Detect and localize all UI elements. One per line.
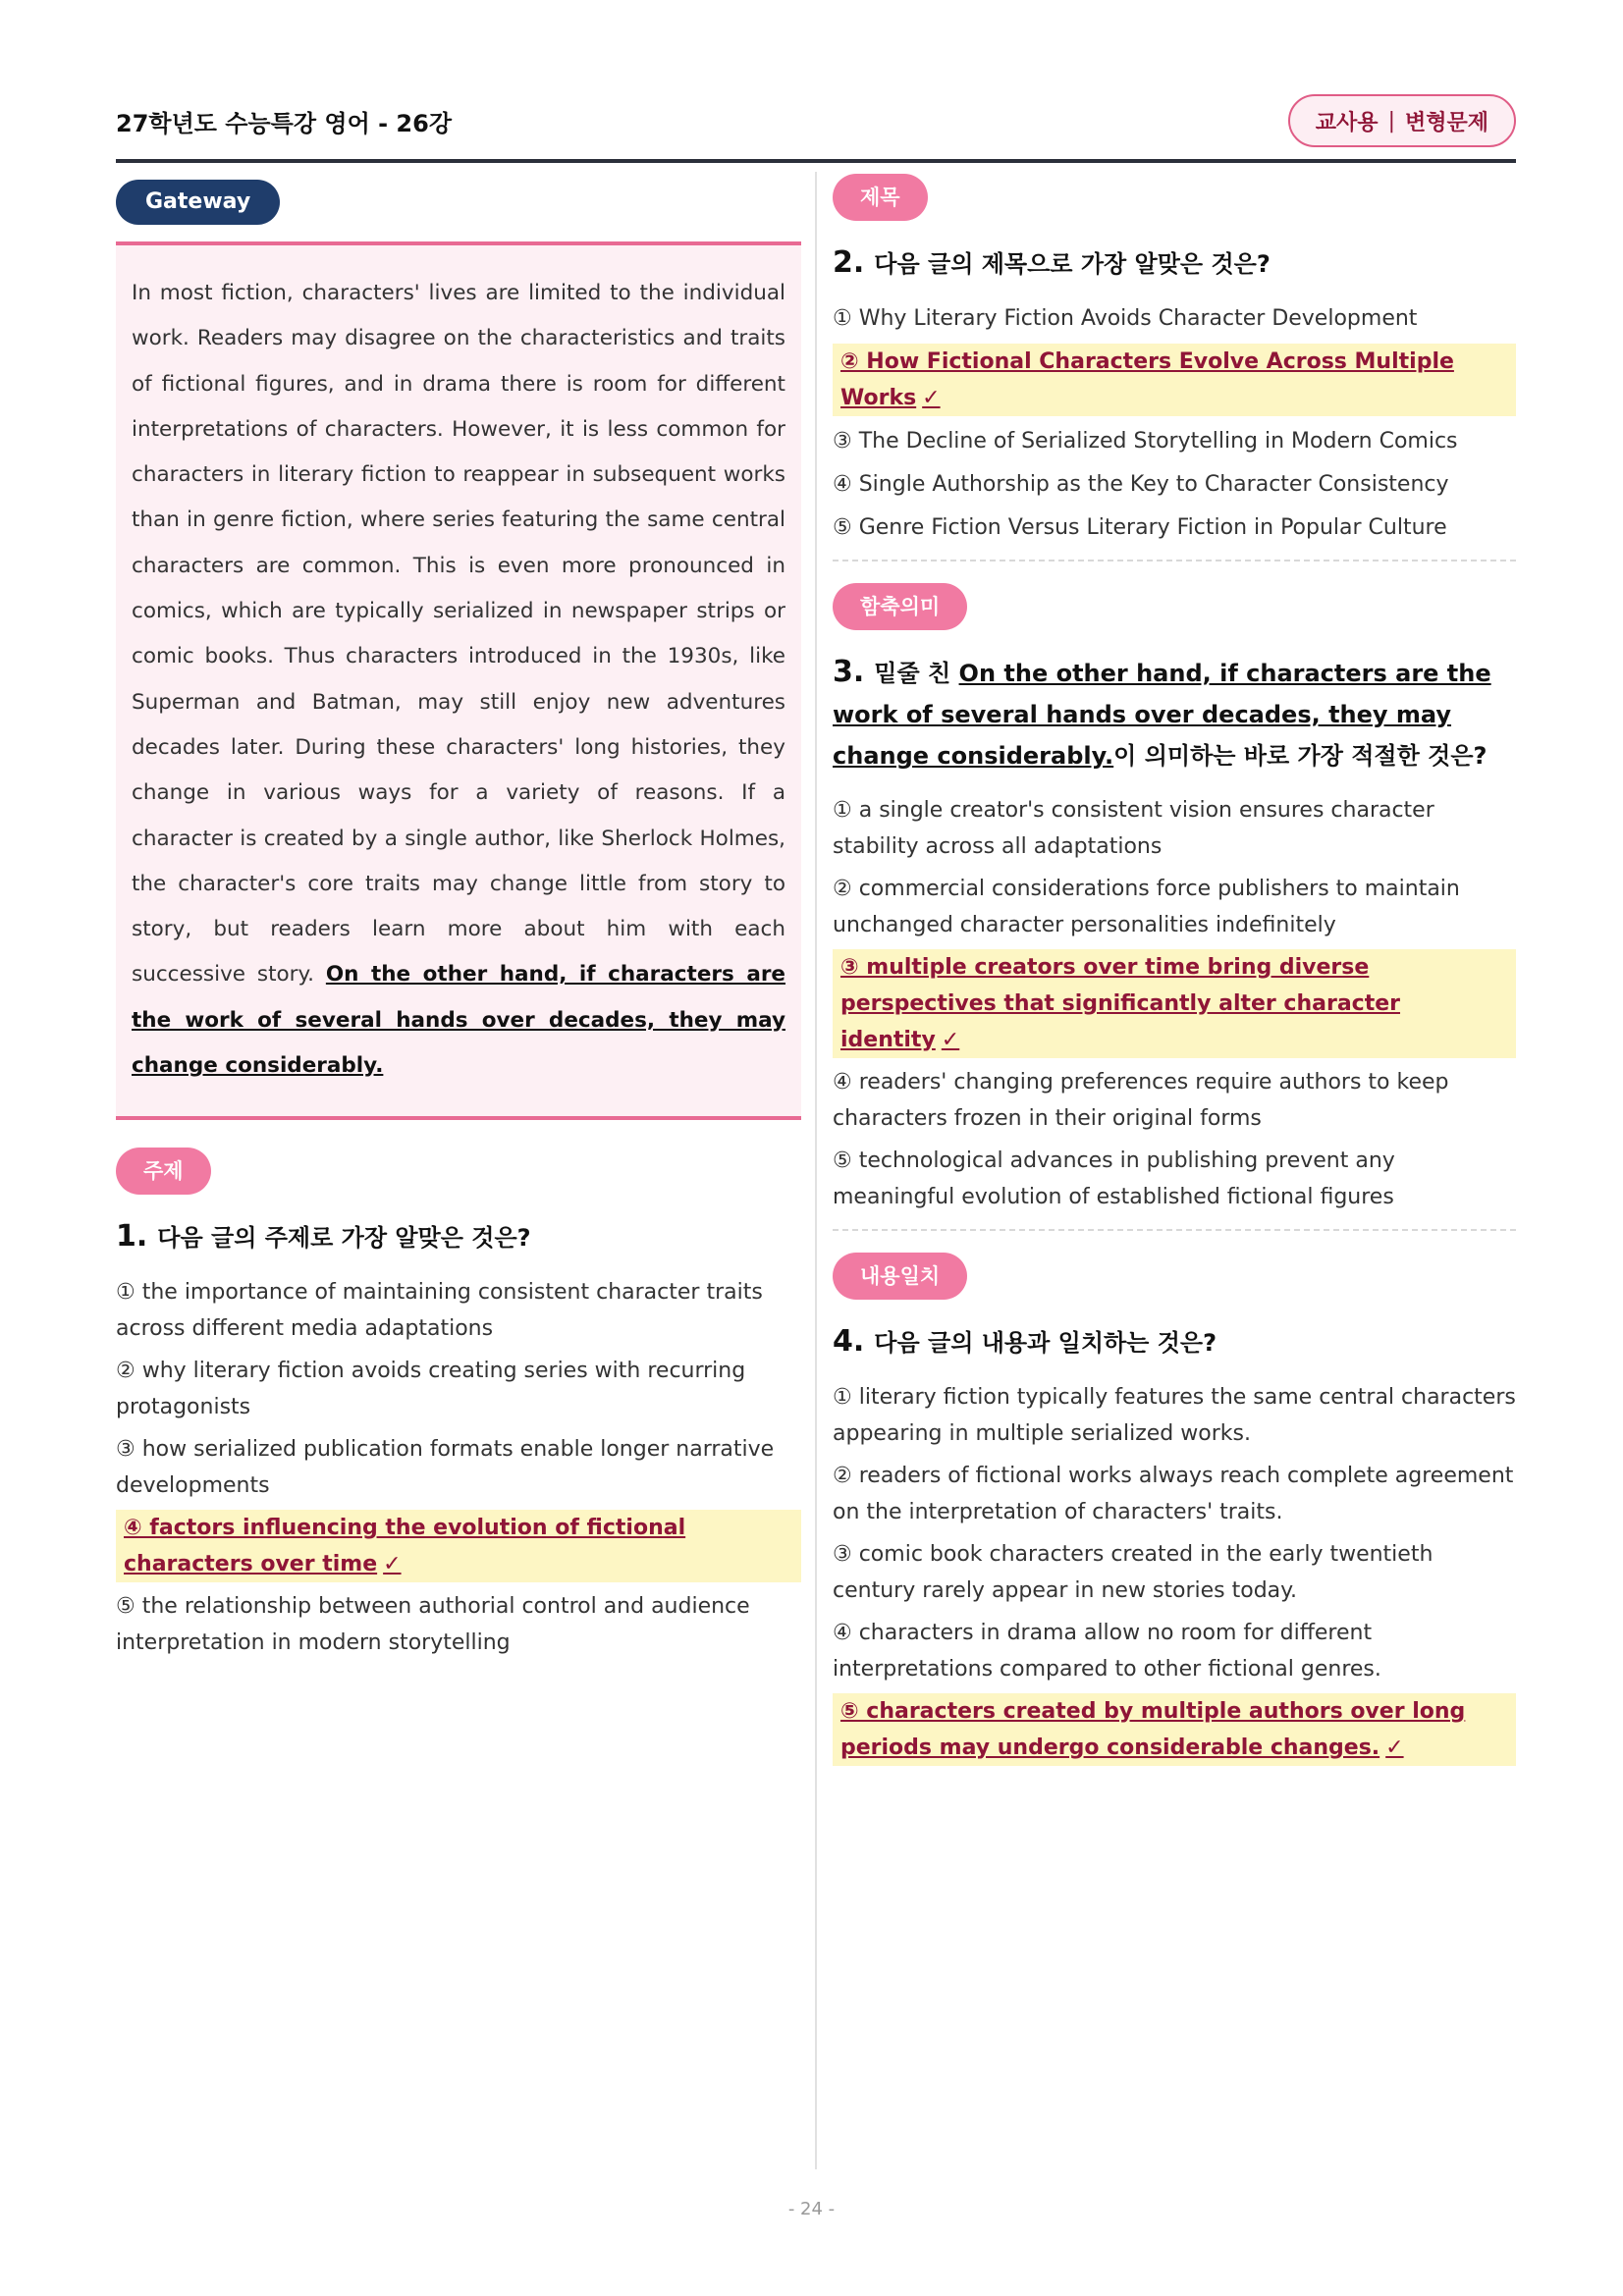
q3-title — [833, 652, 1516, 776]
q4-number: 4. — [833, 1324, 865, 1359]
q2-option-1: ① Why Literary Fiction Avoids Character Development — [833, 306, 1418, 331]
q4-option-5-correct — [833, 1693, 1516, 1766]
section-divider — [833, 560, 1516, 561]
page-number: - 24 - — [787, 2199, 836, 2219]
q1-tag: 주제 — [116, 1148, 211, 1195]
q3-question-prefix: 밑줄 친 — [874, 660, 959, 687]
column-divider — [815, 172, 817, 2169]
q2-option-2-correct — [833, 344, 1516, 416]
section-divider — [833, 1229, 1516, 1231]
page-header — [116, 90, 1516, 163]
q3-number: 3. — [833, 655, 865, 689]
q1-number: 1. — [116, 1219, 148, 1255]
q3-tag: 함축의미 — [833, 583, 967, 630]
q1-option-3: ③ how serialized publication formats enable longer narrative developments — [116, 1437, 775, 1499]
teacher-badge — [1288, 94, 1516, 147]
q4-option-3: ③ comic book characters created in the early twentieth century rarely appear in new stories today. — [833, 1542, 1434, 1603]
q4-question: 다음 글의 내용과 일치하는 것은? — [874, 1329, 1217, 1357]
page-title: 27학년도 수능특강 영어 - 26강 — [116, 110, 453, 137]
q2-option-4: ④ Single Authorship as the Key to Character Consistency — [833, 472, 1449, 497]
badge-left-label: 교사용 — [1315, 110, 1379, 135]
q2-tag: 제목 — [833, 174, 928, 221]
q1-question: 다음 글의 주제로 가장 알맞은 것은? — [157, 1224, 531, 1253]
q4-title — [833, 1321, 1516, 1363]
q2-option-2: ② How Fictional Characters Evolve Across Multiple Works — [840, 349, 1454, 410]
q4-option-1: ① literary fiction typically features the same central characters appearing in multiple serialized works. — [833, 1385, 1516, 1446]
q4-tag: 내용일치 — [833, 1253, 967, 1300]
q3-option-3-correct — [833, 949, 1516, 1058]
q1-option-5: ⑤ the relationship between authorial control and audience interpretation in modern storytelling — [116, 1594, 750, 1656]
q3-option-5: ⑤ technological advances in publishing prevent any meaningful evolution of established fictional figures — [833, 1148, 1395, 1209]
q4-option-5: ⑤ characters created by multiple authors over long periods may undergo considerable changes. — [840, 1699, 1466, 1760]
gateway-passage — [116, 241, 801, 1120]
badge-right-label: 변형문제 — [1404, 110, 1488, 135]
q1-option-4-correct — [116, 1510, 801, 1582]
badge-separator: | — [1387, 108, 1395, 133]
q1-option-4: ④ factors influencing the evolution of fictional characters over time — [124, 1516, 686, 1577]
gateway-label: Gateway — [116, 180, 280, 225]
left-column — [116, 180, 801, 1667]
q1-option-2: ② why literary fiction avoids creating series with recurring protagonists — [116, 1359, 746, 1420]
check-icon: ✓ — [922, 386, 941, 410]
q3-option-4: ④ readers' changing preferences require authors to keep characters frozen in their original forms — [833, 1070, 1449, 1131]
q3-option-1: ① a single creator's consistent vision ensures character stability across all adaptations — [833, 798, 1434, 859]
q4-option-2: ② readers of fictional works always reach complete agreement on the interpretation of characters' traits. — [833, 1464, 1514, 1524]
passage-text: In most fiction, characters' lives are limited to the individual work. Readers may disagree on the characteristics and traits of fictional figures, and in drama there is room for different interpretations of characters. However, it is less common for characters in literary fiction to reappear in subsequent works than in genre fiction, where series featuring the same central characters are common. This is even more pronounced in comics, which are typically serialized in newspaper strips or comic books. Thus characters introduced in the 1930s, like Superman and Batman, may still enjoy new adventures decades later. During these characters' long histories, they change in various ways for a variety of reasons. If a character is created by a single author, like Sherlock Holmes, the character's core traits may change little from story to story, but readers learn more about him with each successive story. — [132, 281, 785, 988]
check-icon: ✓ — [1385, 1735, 1404, 1760]
q2-number: 2. — [833, 245, 865, 280]
q2-question: 다음 글의 제목으로 가장 알맞은 것은? — [874, 250, 1271, 278]
check-icon: ✓ — [941, 1028, 960, 1052]
q1-option-1: ① the importance of maintaining consistent character traits across different media adaptations — [116, 1280, 763, 1342]
q3-question-suffix: 이 의미하는 바로 가장 적절한 것은? — [1113, 742, 1488, 770]
passage-underlined-sentence: On the other hand, if characters are the work of several hands over decades, they may change considerably. — [132, 962, 786, 1079]
q2-option-5: ⑤ Genre Fiction Versus Literary Fiction in Popular Culture — [833, 515, 1447, 540]
check-icon: ✓ — [383, 1552, 402, 1577]
right-column — [833, 174, 1516, 1772]
q3-option-2: ② commercial considerations force publishers to maintain unchanged character personalities indefinitely — [833, 877, 1460, 937]
q2-option-3: ③ The Decline of Serialized Storytelling in Modern Comics — [833, 429, 1458, 454]
q2-title — [833, 242, 1516, 285]
q4-option-4: ④ characters in drama allow no room for different interpretations compared to other fictional genres. — [833, 1621, 1381, 1682]
q1-title — [116, 1216, 801, 1258]
q3-option-3: ③ multiple creators over time bring diverse perspectives that significantly alter character identity — [840, 955, 1401, 1052]
q3-question-underlined: On the other hand, if characters are the work of several hands over decades, they may change considerably. — [833, 660, 1491, 770]
